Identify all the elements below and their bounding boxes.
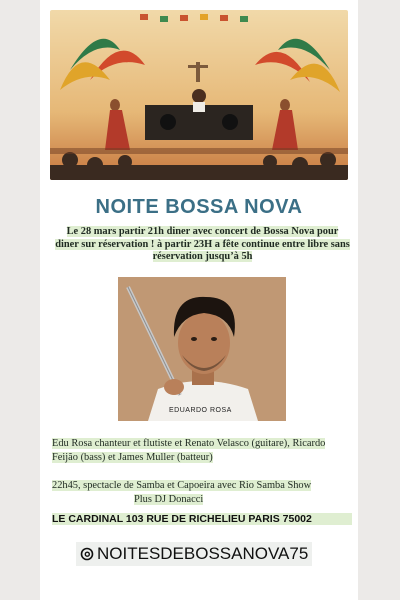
venue-address: LE CARDINAL 103 RUE DE RICHELIEU PARIS 75002: [52, 513, 352, 525]
carnival-illustration: [50, 10, 348, 180]
poster: [40, 0, 358, 600]
social-handle: NOITESDEBOSSANOVA75: [97, 544, 309, 563]
event-title: NOITE BOSSA NOVA: [95, 196, 303, 218]
show-line-1: 22h45, spectacle de Samba et Capoeira avec Rio Samba Show: [52, 480, 312, 491]
credits-line-1: Edu Rosa chanteur et flutiste et Renato Velasco (guitare), Ricardo: [52, 438, 326, 449]
threads-icon: [80, 547, 94, 561]
musicians-credits: [52, 437, 352, 464]
intro-line-3: réservation jusqu’à 5h: [152, 251, 253, 262]
show-info: [52, 479, 352, 506]
artist-photo: [118, 277, 286, 421]
event-intro: [50, 226, 355, 264]
credits-line-2: Feijão (bass) et James Muller (batteur): [52, 451, 213, 463]
photo-caption: EDUARDO ROSA: [169, 407, 232, 414]
intro-line-2: diner sur réservation ! à partir 23H a fête continue entre libre sans: [55, 238, 350, 250]
flutist-portrait-image: [118, 277, 286, 421]
intro-line-1: Le 28 mars partir 21h diner avec concert de Bossa Nova pour: [66, 226, 339, 237]
show-line-2: Plus DJ Donacci: [134, 493, 204, 505]
social-handle-badge: [76, 542, 312, 566]
carnival-dj-scene-image: [50, 10, 348, 180]
